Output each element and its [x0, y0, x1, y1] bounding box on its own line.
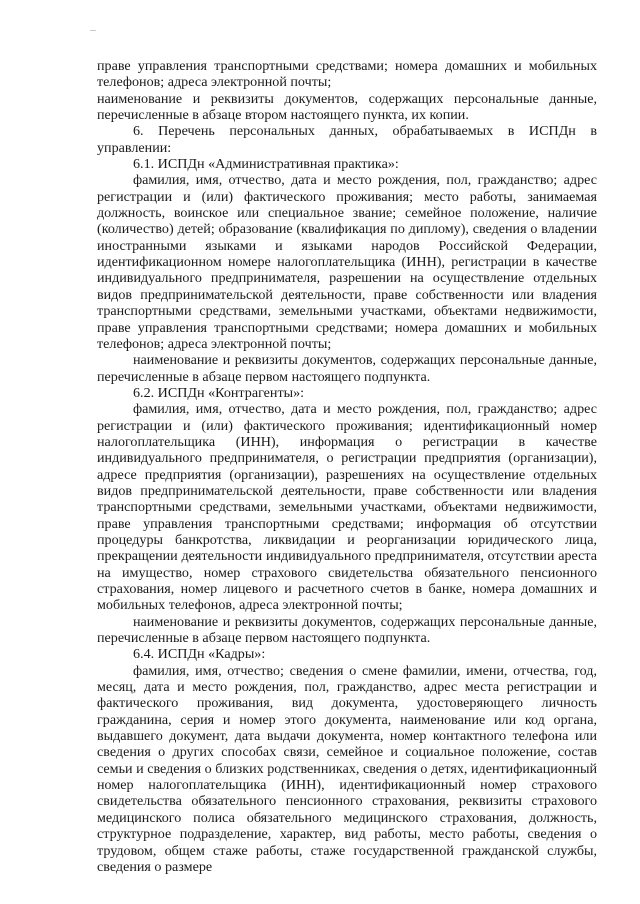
- document-page: [97, 58, 597, 875]
- paragraph-6-4-data-list: фамилия, имя, отчество; сведения о смене фамилии, имени, отчества, год, месяц, дата и место рождения, пол, гражданство, адрес места регистрации и фактического проживания, вид документа, удостоверяющего личность гражданина, серия и номер этого документа, наименование или код органа, выдавшего документ, дата выдачи документа, номер контактного телефона или сведения о других способах связи, семейное и социальное положение, состав семьи и сведения о близких родственниках, сведения о детях, идентификационный номер налогоплательщика (ИНН), идентификационный номер страхового свидетельства обязательного пенсионного страхования, реквизиты страхового медицинского полиса обязательного медицинского страхования, должность, структурное подразделение, характер, вид работы, место работы, сведения о трудовом, общем стаже работы, стаже государственной гражданской службы, сведения о размере: [97, 662, 597, 875]
- paragraph-6-1-data-list: фамилия, имя, отчество, дата и место рождения, пол, гражданство; адрес регистрации и (или) фактического проживания; место работы, занимаемая должность, воинское или специальное звание; семейное положение, наличие (количество) детей; образование (квалификация по диплому), сведения о владении иностранными языками и языками народов Российской Федерации, идентификационном номере налогоплательщика (ИНН), регистрации в качестве индивидуального предпринимателя, разрешении на осуществление отдельных видов предпринимательской деятельности, праве собственности или владения транспортными средствами, земельными участками, объектами недвижимости, праве управления транспортными средствами; номера домашних и мобильных телефонов; адреса электронной почты;: [97, 172, 597, 352]
- paragraph-2: наименование и реквизиты документов, содержащих персональные данные, перечисленные в абзаце втором настоящего пункта, их копии.: [97, 90, 597, 124]
- paragraph-1: праве управления транспортными средствами; номера домашних и мобильных телефонов; адреса электронной почты;: [97, 58, 597, 91]
- paragraph-6-2-data-list: фамилия, имя, отчество, дата и место рождения, пол, гражданство; адрес регистрации и (или) фактического проживания; идентификационный номер налогоплательщика (ИНН), информация о регистрации в качестве индивидуального предпринимателя, о регистрации предприятия (организации), адресе предприятия (организации), разрешениях на осуществление отдельных видов предпринимательской деятельности, праве собственности или владения транспортными средствами, земельными участками, объектами недвижимости, праве управления транспортными средствами; информация об отсутствии процедуры банкротства, ликвидации и реорганизации юридического лица, прекращении деятельности индивидуального предпринимателя, отсутствии ареста на имущество, номер страхового свидетельства обязательного пенсионного страхования, номер лицевого и расчетного счетов в банке, номера домашних и мобильных телефонов, адреса электронной почты;: [97, 401, 597, 614]
- scan-mark: [90, 30, 96, 31]
- paragraph-6-2-documents: наименование и реквизиты документов, содержащих персональные данные, перечисленные в абзаце первом настоящего подпункта.: [97, 613, 597, 647]
- subsection-6-2-heading: 6.2. ИСПДн «Контрагенты»:: [133, 384, 305, 401]
- subsection-6-4-heading: 6.4. ИСПДн «Кадры»:: [133, 646, 266, 663]
- section-6-heading: 6. Перечень персональных данных, обрабатываемых в ИСПДн в управлении:: [97, 123, 597, 156]
- paragraph-6-1-documents: наименование и реквизиты документов, содержащих персональные данные, перечисленные в абзаце первом настоящего подпункта.: [97, 352, 597, 385]
- subsection-6-1-heading: 6.1. ИСПДн «Административная практика»:: [133, 156, 399, 173]
